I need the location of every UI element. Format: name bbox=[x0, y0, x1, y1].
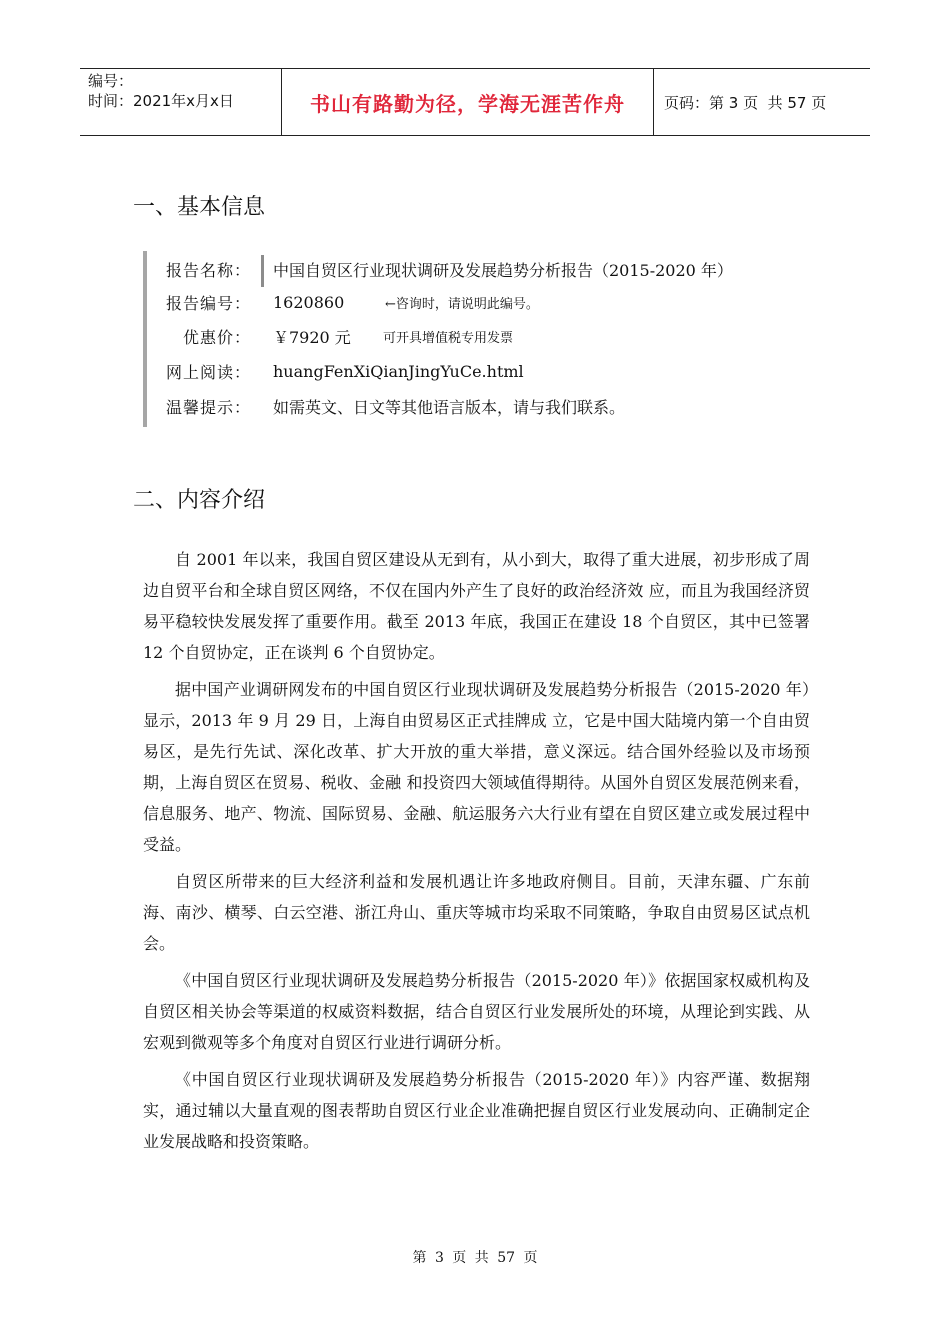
info-row-price bbox=[147, 322, 514, 350]
info-row-online bbox=[147, 357, 524, 385]
paragraph: 自贸区所带来的巨大经济利益和发展机遇让许多地政府侧目。目前，天津东疆、广东前海、南沙、横琴、白云空港、浙江舟山、重庆等城市均采取不同策略，争取自由贸易区试点机会。 bbox=[143, 872, 810, 953]
report-name-label: 报告名称： bbox=[165, 260, 251, 280]
header-page-info bbox=[654, 69, 870, 135]
online-link[interactable]: huangFenXiQianJingYuCe.html bbox=[273, 361, 524, 381]
title-divider bbox=[261, 255, 264, 287]
content-body bbox=[143, 544, 810, 1163]
tip-label: 温馨提示： bbox=[165, 397, 251, 417]
document-date: 时间：2021年x月x日 bbox=[88, 92, 234, 110]
price-note: 可开具增值税专用发票 bbox=[383, 330, 514, 346]
header-page-info-text: 页码：第 3 页 共 57 页 bbox=[664, 93, 827, 112]
section-title-content: 二、内容介绍 bbox=[133, 488, 266, 513]
page-header bbox=[80, 68, 870, 136]
report-number-note: ←咨询时，请说明此编号。 bbox=[385, 296, 539, 312]
report-number-value: 1620860 bbox=[273, 292, 345, 312]
report-number-label: 报告编号： bbox=[165, 293, 251, 313]
section-title-basic-info: 一、基本信息 bbox=[133, 195, 266, 220]
header-motto: 书山有路勤为径，学海无涯苦作舟 bbox=[282, 69, 654, 135]
paragraph: 自 2001 年以来，我国自贸区建设从无到有，从小到大，取得了重大进展，初步形成了周边自贸平台和全球自贸区网络，不仅在国内外产生了良好的政治经济效 应，而且为我国经济贸易平稳较快发展发挥了重要作用。截至 2013 年底，我国正在建设 18 个自贸区，其中已签署 12 个自贸协定，正在谈判 6 个自贸协定。 bbox=[143, 550, 810, 662]
basic-info-block bbox=[143, 251, 827, 427]
price-value: ￥7920 元 bbox=[273, 327, 351, 347]
document-number-label: 编号： bbox=[88, 72, 134, 90]
page-footer: 第 3 页 共 57 页 bbox=[412, 1250, 538, 1266]
header-meta bbox=[80, 69, 282, 135]
paragraph: 《中国自贸区行业现状调研及发展趋势分析报告（2015-2020 年）》依据国家权威机构及自贸区相关协会等渠道的权威资料数据，结合自贸区行业发展所处的环境，从理论到实践、从宏观到微观等多个角度对自贸区行业进行调研分析。 bbox=[143, 971, 810, 1052]
online-label: 网上阅读： bbox=[165, 362, 251, 382]
info-row-report-number bbox=[147, 288, 539, 316]
info-row-tip bbox=[147, 392, 626, 420]
report-name-value: 中国自贸区行业现状调研及发展趋势分析报告（2015-2020 年） bbox=[273, 260, 733, 280]
paragraph: 据中国产业调研网发布的中国自贸区行业现状调研及发展趋势分析报告（2015-2020 年）显示，2013 年 9 月 29 日，上海自由贸易区正式挂牌成 立，它是中国大陆境内第一个自由贸易区，是先行先试、深化改革、扩大开放的重大举措，意义深远。结合国外经验以及市场预期，上海自贸区在贸易、税收、金融 和投资四大领域值得期待。从国外自贸区发展范例来看，信息服务、地产、物流、国际贸易、金融、航运服务六大行业有望在自贸区建立或发展过程中受益。 bbox=[143, 680, 810, 854]
price-label: 优惠价： bbox=[182, 327, 251, 347]
info-row-report-name bbox=[147, 255, 733, 283]
tip-value: 如需英文、日文等其他语言版本，请与我们联系。 bbox=[273, 397, 626, 417]
paragraph: 《中国自贸区行业现状调研及发展趋势分析报告（2015-2020 年）》内容严谨、数据翔实，通过辅以大量直观的图表帮助自贸区行业企业准确把握自贸区行业发展动向、正确制定企业发展战略和投资策略。 bbox=[143, 1070, 810, 1151]
